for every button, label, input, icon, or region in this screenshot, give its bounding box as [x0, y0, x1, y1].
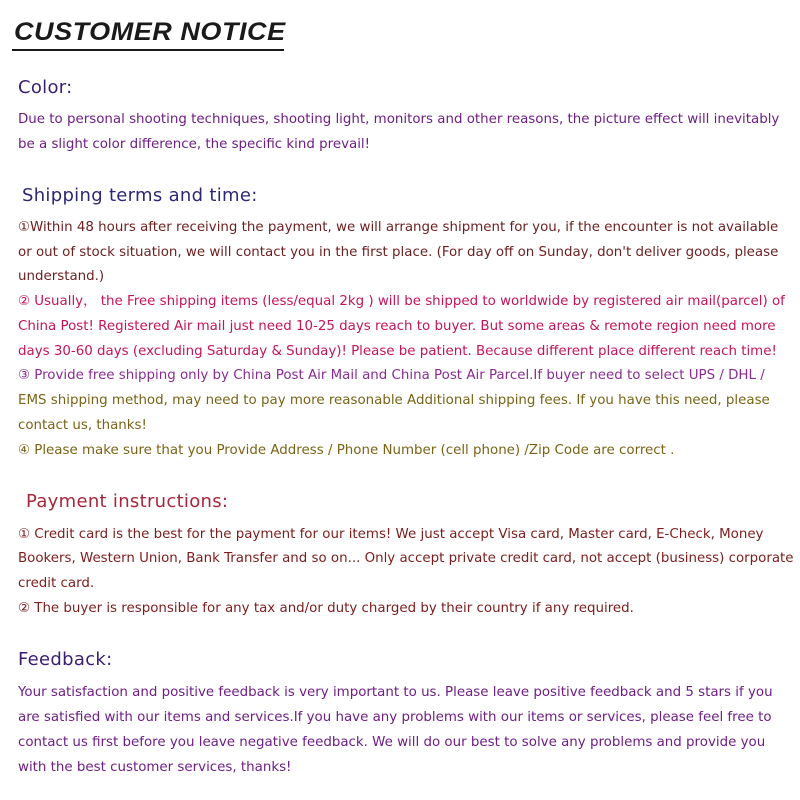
shipping-line-9: contact us, thanks! — [18, 418, 147, 433]
shipping-line-5: China Post! Registered Air mail just need 10-25 days reach to buyer. But some areas & remote region need more — [18, 319, 776, 334]
title-underline — [12, 49, 284, 51]
shipping-line-7: ③ Provide free shipping only by China Post Air Mail and China Post Air Parcel.If buyer need to select UPS / DHL / — [18, 368, 765, 383]
notice-title: CUSTOMER NOTICE — [14, 18, 286, 46]
feedback-line-3: contact us first before you leave negative feedback. We will do our best to solve any problems and provide you — [18, 735, 766, 750]
feedback-line-1: Your satisfaction and positive feedback is very important to us. Please leave positive feedback and 5 stars if you — [18, 685, 773, 700]
feedback-heading: Feedback: — [18, 649, 113, 670]
color-heading: Color: — [18, 77, 73, 98]
payment-heading: Payment instructions: — [26, 491, 229, 512]
shipping-line-2: or out of stock situation, we will contact you in the first place. (For day off on Sunday, don't deliver goods, please — [18, 245, 779, 260]
payment-line-3: credit card. — [18, 576, 95, 591]
feedback-line-4: with the best customer services, thanks! — [18, 760, 292, 775]
shipping-line-6: days 30-60 days (excluding Saturday & Sunday)! Please be patient. Because different place different reach time! — [18, 344, 777, 359]
payment-line-2: Bookers, Western Union, Bank Transfer and so on... Only accept private credit card, not accept (business) corporate — [18, 551, 794, 566]
shipping-line-1: ①Within 48 hours after receiving the payment, we will arrange shipment for you, if the encounter is not available — [18, 220, 779, 235]
feedback-line-2: are satisfied with our items and services.If you have any problems with our items or services, please feel free to — [18, 710, 772, 725]
shipping-heading: Shipping terms and time: — [22, 185, 258, 206]
color-line-2: be a slight color difference, the specific kind prevail! — [18, 137, 371, 152]
shipping-line-8: EMS shipping method, may need to pay more reasonable Additional shipping fees. If you have this need, please — [18, 393, 770, 408]
payment-line-4: ② The buyer is responsible for any tax and/or duty charged by their country if any required. — [18, 601, 634, 616]
shipping-line-3: understand.) — [18, 269, 105, 284]
color-line-1: Due to personal shooting techniques, shooting light, monitors and other reasons, the picture effect will inevitably — [18, 112, 780, 127]
payment-line-1: ① Credit card is the best for the payment for our items! We just accept Visa card, Master card, E-Check, Money — [18, 527, 764, 542]
shipping-line-10: ④ Please make sure that you Provide Address / Phone Number (cell phone) /Zip Code are correct . — [18, 443, 675, 458]
shipping-line-4: ② Usually， the Free shipping items (less/equal 2kg ) will be shipped to worldwide by registered air mail(parcel) of — [18, 294, 785, 309]
